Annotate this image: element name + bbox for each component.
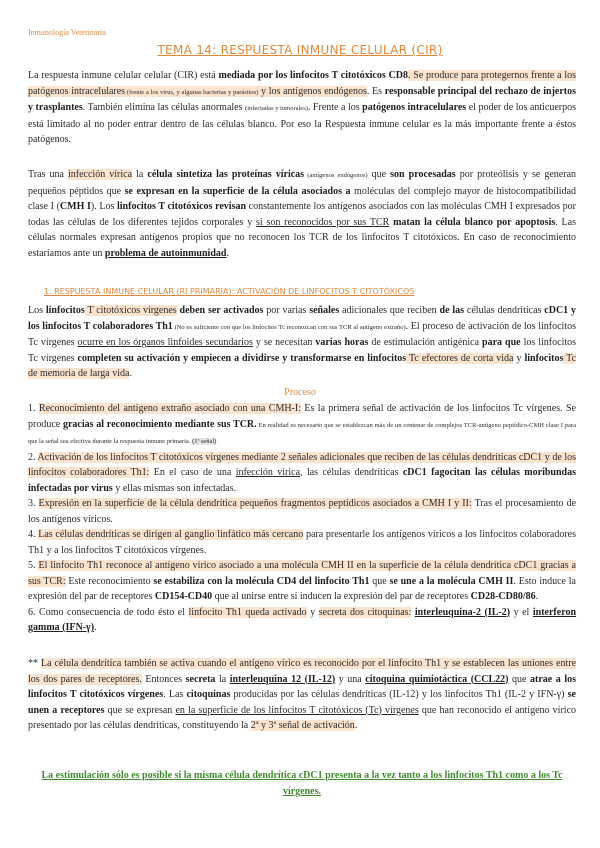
step-2: 2. Activación de los linfocitos T citotóxicos vírgenes mediante 2 señales adicionales que reciben de las células dendríticas cDC1 y de los linfocitos colaboradores Th1: En el caso de una infección vírica, las células dendríticas cDC1 fagocitan las células moribundas infectadas por virus y ellas mismas son infectadas. bbox=[28, 451, 577, 494]
step-3: 3. Expresión en la superficie de la célula dendrítica pequeños fragmentos peptídicos asociados a CMH I y II: Tras el procesamiento de los antígenos víricos. bbox=[28, 498, 577, 525]
process-steps bbox=[28, 401, 576, 636]
step-4: 4. Las células dendríticas se dirigen al ganglio linfático más cercano para presentarle los antígenos víricos a los linfocitos colaboradores Th1 y a los linfocitos T citotóxicos vírgenes. bbox=[28, 529, 576, 556]
step-1: 1. Reconocimiento del antígeno extraño asociado con una CMH-I: Es la primera señal de activación de los linfocitos Tc vírgenes. Se produce gracias al reconocimiento mediante sus TCR. En realidad es necesario que se establezcan más de un centenar de complejos TCR-antígeno peptídico-CMH clase I para que la señal sea efectiva durante la respuesta inmune primaria. (1ª señal) bbox=[28, 403, 576, 445]
step-5: 5. El linfocito Th1 reconoce al antígeno vírico asociado a una molécula CMH II en la superficie de la célula dendrítica cDC1 gracias a sus TCR: Este reconocimiento se estabiliza con la molécula CD4 del linfocito Th1 que se une a la molécula CMH II. Esto induce la expresión del par de receptores CD154-CD40 que al unirse entre sí inducen la expresión del par de receptores CD28-CD80/86. bbox=[28, 560, 576, 602]
page-title: TEMA 14: RESPUESTA INMUNE CELULAR (CIR) bbox=[157, 43, 443, 57]
cmh-paragraph: Tras una infección vírica la célula sintetiza las proteínas víricas (antígenos endógenos) que son procesadas por proteólisis y se generan pequeños péptidos que se expresan en la superficie de la célula asociados a moléculas del complejo mayor de histocompatibilidad clase I (CMH I). Los linfocitos T citotóxicos revisan constantemente los antígenos asociados con las moléculas CMH I expresados por todas las células de los diferentes tejidos corporales y si son reconocidos por sus TCR matan la célula blanco por apoptosis. Las células normales expresan antígenos propios que no reconocen los TCR de los linfocitos T citotóxicos. En caso de reconocimiento estaríamos ante un problema de autoinmunidad. bbox=[28, 169, 577, 259]
process-heading: Proceso bbox=[284, 387, 316, 398]
page-header: Inmunología Veterinaria bbox=[28, 28, 106, 37]
section-heading: 1. RESPUESTA INMUNE CELULAR (RI PRIMARIA): ACTIVACIÓN DE LINFOCITOS T CITOTÓXICOS bbox=[44, 287, 415, 296]
conclusion-text: La estimulación sólo es posible si la misma célula dendrítica cDC1 presenta a la vez tanto a los linfocitos Th1 como a los Tc vírgenes. bbox=[41, 770, 563, 797]
intro-paragraph: La respuesta inmune celular celular (CIR) está mediada por los linfocitos T citotóxicos CD8. Se produce para protegernos frente a los patógenos intracelulares (frente a los virus, y algunas bacterias y parásitos) y los antígenos endógenos. Es responsable principal del rechazo de injertos y trasplantes. También elimina las células anormales (infectadas y tumorales). Frente a los patógenos intracelulares el poder de los anticuerpos está limitado al no poder entrar dentro de las células blanco. Por eso la Respuesta inmune celular es la más importante frente a éstos patógenos. bbox=[28, 70, 577, 145]
activation-paragraph: Los linfocitos T citotóxicos vírgenes deben ser activados por varias señales adicionales que reciben de las células dendríticas cDC1 y los linfocitos T colaboradores Th1 (No es suficiente con que los linfocitos Tc reconozcan con sus TCR al antígeno extraño). El proceso de activación de los linfocitos Tc vírgenes ocurre en los órganos linfoides secundarios y se necesitan varias horas de estimulación antigénica para que los linfocitos Tc vírgenes completen su activación y empiecen a dividirse y transformarse en linfocitos Tc efectores de corta vida y linfocitos Tc de memoria de larga vida. bbox=[28, 305, 577, 379]
dendritic-note: ** La célula dendrítica también se activa cuando el antígeno vírico es reconocido por el linfocito Th1 y se establecen las uniones entre los dos pares de receptores. Entonces secreta la interleuquina 12 (IL-12) y una citoquina quimiotáctica (CCL22) que atrae a los linfocitos T citotóxicos vírgenes. Las citoquinas producidas por las células dendríticas (IL-12) y los linfocitos Th1 (IL-2 y IFN-γ) se unen a receptores que se expresan en la superficie de los linfocitos T citotóxicos (Tc) vírgenes que han reconocido el antígeno vírico presentado por las células dendríticas, constituyendo la 2ª y 3ª señal de activación. bbox=[28, 658, 577, 731]
step-6: 6. Como consecuencia de todo ésto el linfocito Th1 queda activado y secreta dos citoquinas: interleuquina-2 (IL-2) y el interferon gamma (IFN-γ). bbox=[28, 606, 577, 633]
